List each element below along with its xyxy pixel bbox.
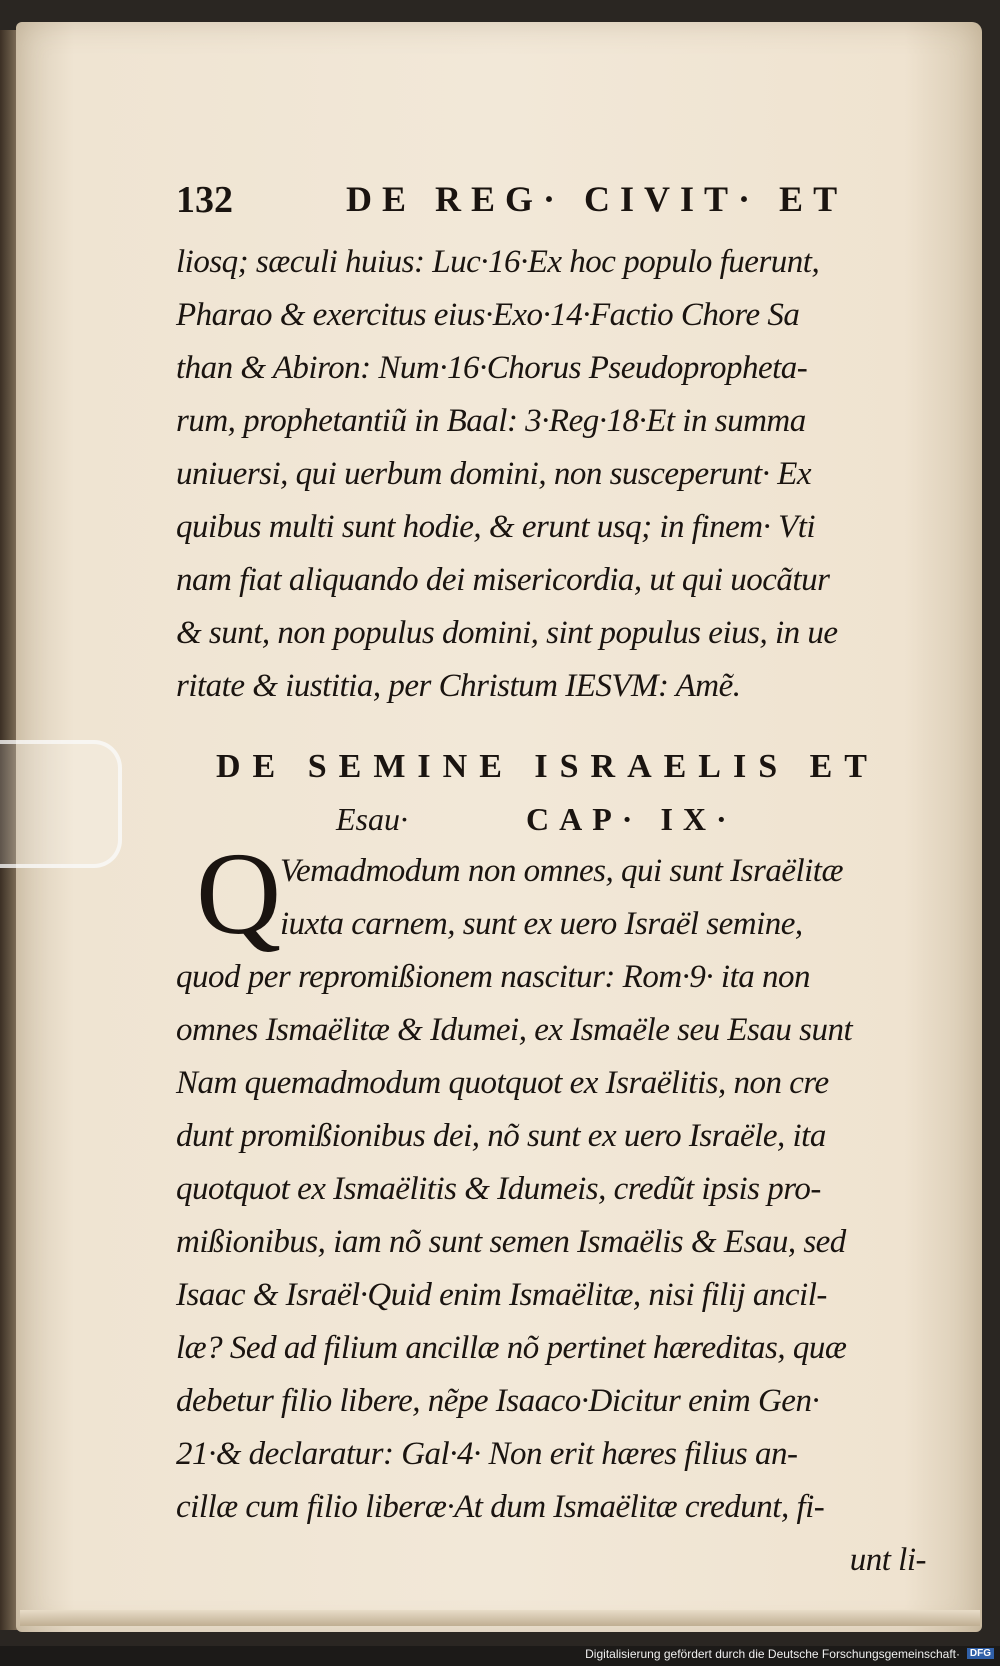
text-line: 21·& declaratur: Gal·4· Non erit hæres filius an- — [176, 1436, 798, 1472]
text-line: uniuersi, qui uerbum domini, non susceperunt· Ex — [176, 456, 812, 492]
text-line: ritate & iustitia, per Christum IESVM: Amẽ. — [176, 668, 741, 704]
page-text — [176, 178, 936, 1587]
text-line: læ? Sed ad filium ancillæ nõ pertinet hæreditas, quæ — [176, 1330, 847, 1366]
text-line: liosq; sæculi huius: Luc·16·Ex hoc populo fuerunt, — [176, 244, 820, 280]
text-line: Vemadmodum non omnes, qui sunt Israëlitæ — [280, 853, 843, 889]
paragraph-1 — [176, 236, 936, 713]
text-line: Nam quemadmodum quotquot ex Israëlitis, non cre — [176, 1065, 829, 1101]
text-line: debetur filio libere, nẽpe Isaaco·Dicitur enim Gen· — [176, 1383, 820, 1419]
text-line: quotquot ex Ismaëlitis & Idumeis, credũt ipsis pro- — [176, 1171, 821, 1207]
text-line: omnes Ismaëlitæ & Idumei, ex Ismaële seu Esau sunt — [176, 1012, 853, 1048]
chapter-title: DE SEMINE ISRAELIS ET — [216, 748, 879, 785]
chapter-number: CAP· IX· — [526, 801, 737, 837]
text-line: & sunt, non populus domini, sint populus eius, in ue — [176, 615, 838, 651]
paragraph-2 — [176, 828, 936, 1587]
catchword-line: unt li- — [849, 1542, 926, 1578]
page-clip — [0, 740, 122, 868]
chapter-subtitle — [176, 793, 936, 845]
dfg-logo: DFG — [967, 1648, 994, 1659]
text-line: nam fiat aliquando dei misericordia, ut qui uocãtur — [176, 562, 830, 598]
drop-cap: Q — [196, 828, 282, 959]
text-line: iuxta carnem, sunt ex uero Israël semine, — [280, 906, 803, 942]
text-line: than & Abiron: Num·16·Chorus Pseudopropheta- — [176, 350, 808, 386]
text-line: Pharao & exercitus eius·Exo·14·Factio Chore Sa — [176, 297, 800, 333]
page-number: 132 — [176, 179, 233, 221]
footer-credit: Digitalisierung gefördert durch die Deutsche Forschungsgemeinschaft· — [585, 1647, 960, 1661]
running-title: DE REG· CIVIT· ET — [346, 179, 848, 219]
text-line: cillæ cum filio liberæ·At dum Ismaëlitæ credunt, fi- — [176, 1489, 825, 1525]
text-line: quibus multi sunt hodie, & erunt usq; in finem· Vti — [176, 509, 816, 545]
text-line: mißionibus, iam nõ sunt semen Ismaëlis & Esau, sed — [176, 1224, 846, 1260]
text-line: quod per repromißionem nascitur: Rom·9· ita non — [176, 959, 811, 995]
text-line: rum, prophetantiũ in Baal: 3·Reg·18·Et in summa — [176, 403, 806, 439]
chapter-subtitle-name: Esau· — [336, 801, 408, 837]
text-line: dunt promißionibus dei, nõ sunt ex uero Israële, ita — [176, 1118, 826, 1154]
running-head — [176, 178, 936, 236]
text-line: Isaac & Israël·Quid enim Ismaëlitæ, nisi filij ancil- — [176, 1277, 827, 1313]
page-edge — [20, 1610, 980, 1626]
